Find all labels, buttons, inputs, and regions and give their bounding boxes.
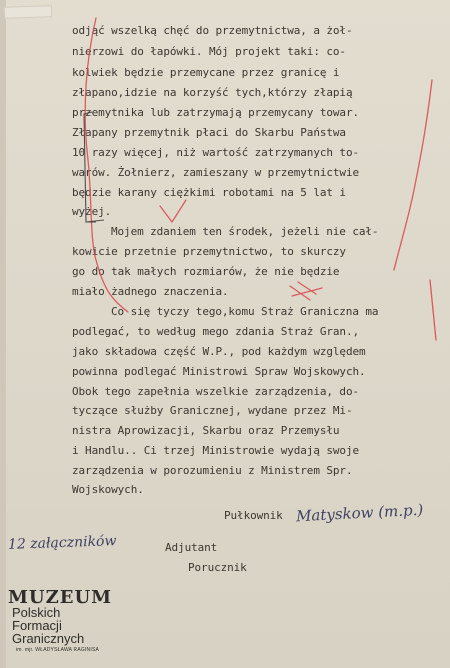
typed-line: kowicie przetnie przemytnictwo, to skurczy xyxy=(72,245,346,258)
typed-line: tyczące służby Granicznej, wydane przez Mi- xyxy=(72,404,353,417)
typed-line: przemytnika lub zatrzymają przemycany towar. xyxy=(72,106,359,119)
handwritten-signature: Matyskow (m.p.) xyxy=(295,500,424,526)
logo-line-granicznych: Granicznych xyxy=(12,631,85,646)
logo-line-muzeum: MUZEUM xyxy=(8,587,113,608)
typed-line: powinna podlegać Ministrowi Spraw Wojskowych. xyxy=(72,365,366,378)
museum-logo xyxy=(8,587,128,653)
logo-line-polskich: Polskich xyxy=(12,605,61,620)
typed-line: będzie karany ciężkimi robotami na 5 lat i xyxy=(72,186,346,199)
typed-line: zarządzenia w porozumieniu z Ministrem Spr. xyxy=(72,464,353,477)
typed-line: nierzowi do łapówki. Mój projekt taki: co- xyxy=(72,45,346,58)
logo-line-patron: im. mjr. WŁADYSŁAWA RAGINISA xyxy=(16,647,100,653)
typed-line: 10 razy więcej, niż wartość zatrzymanych to- xyxy=(72,146,359,159)
typed-line: warów. Żołnierz, zamieszany w przemytnictwie xyxy=(72,166,359,179)
typed-line: kolwiek będzie przemycane przez granicę i xyxy=(72,66,340,79)
typed-line: odjąć wszelką chęć do przemytnictwa, a żoł- xyxy=(72,24,353,37)
typed-line: nistra Aprowizacji, Skarbu oraz Przemysłu xyxy=(72,424,340,437)
typed-line: złapano,idzie na korzyść tych,którzy złapią xyxy=(72,86,353,99)
typed-line: miało żadnego znaczenia. xyxy=(72,285,229,298)
typed-line: podlegać, to według mego zdania Straż Gran., xyxy=(72,325,359,338)
typed-line: Złapany przemytnik płaci do Skarbu Państwa xyxy=(72,126,346,139)
typed-line: go do tak małych rozmiarów, że nie będzie xyxy=(72,265,340,278)
typed-line: i Handlu.. Ci trzej Ministrowie wydają swoje xyxy=(72,444,359,457)
typed-line: Wojskowych. xyxy=(72,483,144,496)
handwritten-attachments-note: 12 załączników xyxy=(7,533,117,553)
signature-title: Pułkownik xyxy=(224,509,283,522)
typed-line: Obok tego zapełnia wszelkie zarządzenia, do- xyxy=(72,385,359,398)
adjutant-rank: Porucznik xyxy=(188,561,247,574)
logo-line-formacji: Formacji xyxy=(12,618,62,633)
typed-line: jako składowa część W.P., pod każdym względem xyxy=(72,345,366,358)
adjutant-label: Adjutant xyxy=(165,541,218,554)
typed-line: wyżej. xyxy=(72,205,112,218)
typed-line: Co się tyczy tego,komu Straż Graniczna ma xyxy=(111,305,379,318)
typed-line: Mojem zdaniem ten środek, jeżeli nie cał- xyxy=(111,225,379,238)
